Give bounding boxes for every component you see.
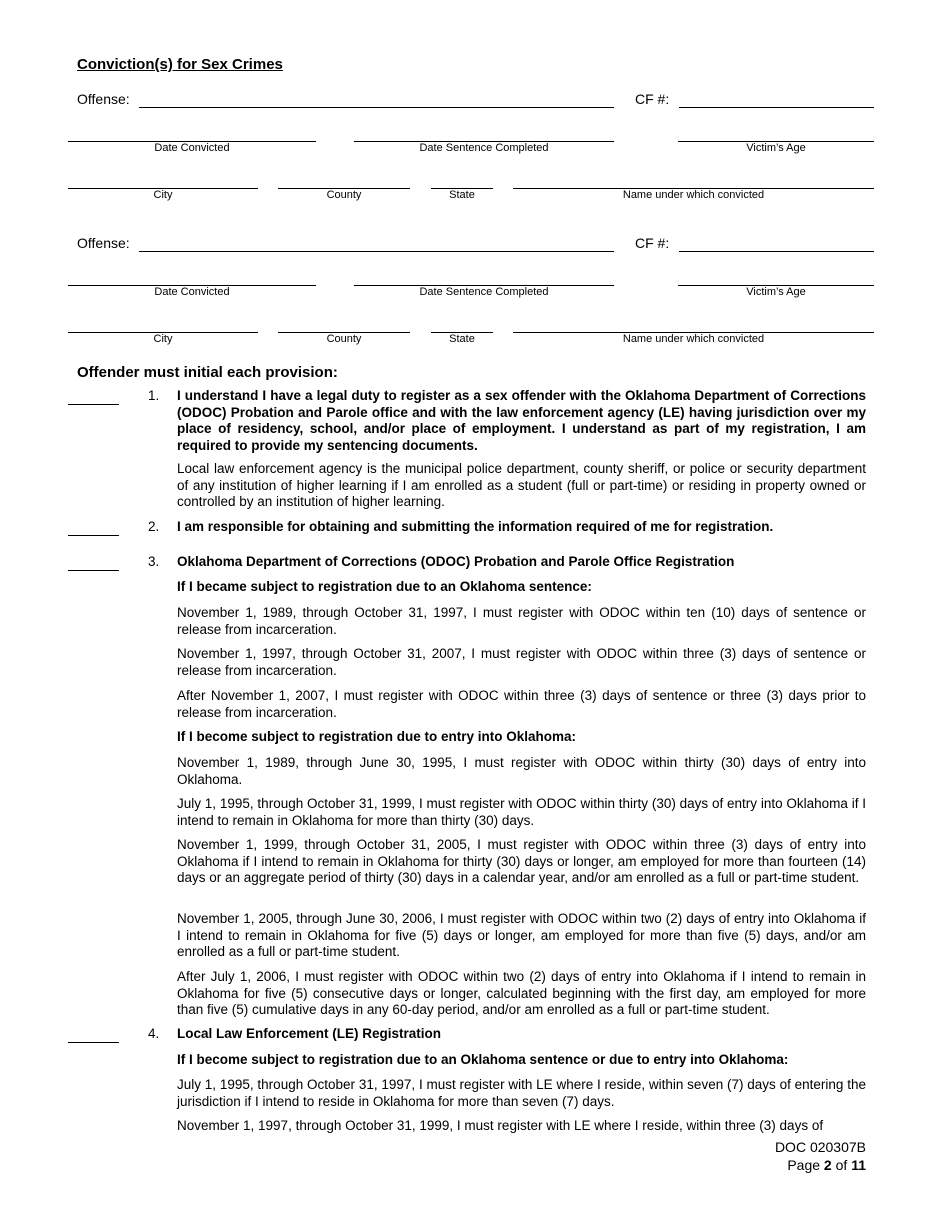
offense-field[interactable] [139,107,614,108]
page-total: 11 [851,1157,866,1173]
county-caption: County [326,333,362,345]
initial-field-1[interactable] [68,404,119,405]
cf-number-field[interactable] [679,107,874,108]
provision-3-paragraph: After November 1, 2007, I must register with ODOC within three (3) days of sentence or three (3) days prior to release from incarceration. [177,688,866,720]
initial-field-4[interactable] [68,1042,119,1043]
provision-4-title: Local Law Enforcement (LE) Registration [177,1026,442,1041]
provision-3-heading-entry: If I become subject to registration due to entry into Oklahoma: [177,729,577,744]
date-sentence-completed-caption: Date Sentence Completed [419,142,549,154]
page-current: 2 [823,1157,832,1173]
provision-1-subtext: Local law enforcement agency is the municipal police department, county sheriff, or police or security department of any institution of higher learning if I am enrolled as a student (full or part-time) or residing in property owned or controlled by an institution of higher learning. [177,461,866,509]
city-caption: City [153,189,173,201]
provision-3-paragraph: November 1, 1989, through October 31, 1997, I must register with ODOC within ten (10) days of sentence or release from incarceration. [177,605,866,637]
cf-number-field[interactable] [679,251,874,252]
provision-3-paragraph: November 1, 1989, through June 30, 1995, I must register with ODOC within thirty (30) days of entry into Oklahoma. [177,755,866,787]
victims-age-caption: Victim’s Age [746,286,806,298]
section-title: Conviction(s) for Sex Crimes [77,56,283,73]
provision-1-text: I understand I have a legal duty to register as a sex offender with the Oklahoma Department of Corrections (ODOC) Probation and Parole office and with the law enforcement agency (LE) having jurisdiction over my place of residency, school, and/or place of employment. I understand as part of my registration, I am required to provide my sentencing documents. [177,388,866,453]
page-of: of [835,1157,848,1173]
name-convicted-caption: Name under which convicted [622,333,765,345]
provision-number-3: 3. [148,554,160,569]
date-sentence-completed-caption: Date Sentence Completed [419,286,549,298]
provision-3-paragraph: July 1, 1995, through October 31, 1999, I must register with ODOC within thirty (30) days of entry into Oklahoma if I intend to remain in Oklahoma for more than thirty (30) days. [177,796,866,828]
provision-number-4: 4. [148,1026,160,1041]
offense-field[interactable] [139,251,614,252]
name-convicted-caption: Name under which convicted [622,189,765,201]
initial-field-2[interactable] [68,535,119,536]
doc-number: DOC 020307B [774,1139,866,1155]
provision-4-paragraph: November 1, 1997, through October 31, 1999, I must register with LE where I reside, within three (3) days of [177,1118,824,1133]
provision-3-paragraph: November 1, 2005, through June 30, 2006, I must register with ODOC within two (2) days of entry into Oklahoma if I intend to remain in Oklahoma for five (5) days or longer, am employed for more than five (5) days, and/or am enrolled as a full or part-time student. [177,911,866,959]
provision-3-paragraph: After July 1, 2006, I must register with ODOC within two (2) days of entry into Oklahoma if I intend to remain in Oklahoma for five (5) consecutive days or longer, calculated beginning with the first day, am employed for more than five (5) cumulative days in any 60-day period, and/or am enrolled as a full or part-time student. [177,969,866,1017]
offense-label: Offense: [77,235,130,251]
provision-3-title: Oklahoma Department of Corrections (ODOC) Probation and Parole Office Registration [177,554,735,569]
county-caption: County [326,189,362,201]
city-caption: City [153,333,173,345]
initial-field-3[interactable] [68,570,119,571]
provision-4-paragraph: July 1, 1995, through October 31, 1997, I must register with LE where I reside, within seven (7) days of entering the jurisdiction if I intend to reside in Oklahoma for more than seven (7) days. [177,1077,866,1109]
date-convicted-caption: Date Convicted [154,286,230,298]
offense-label: Offense: [77,91,130,107]
date-convicted-caption: Date Convicted [154,142,230,154]
initial-heading: Offender must initial each provision: [77,364,338,381]
provision-3-paragraph: November 1, 1997, through October 31, 2007, I must register with ODOC within three (3) days of sentence or release from incarceration. [177,646,866,678]
page-indicator [787,1157,866,1173]
provision-2-text: I am responsible for obtaining and submitting the information required of me for registration. [177,519,774,534]
cf-number-label: CF #: [635,235,670,251]
provision-3-heading-sentence: If I became subject to registration due to an Oklahoma sentence: [177,579,592,594]
provision-number-2: 2. [148,519,160,534]
provision-4-heading: If I become subject to registration due to an Oklahoma sentence or due to entry into Oklahoma: [177,1052,789,1067]
state-caption: State [449,189,475,201]
provision-number-1: 1. [148,388,160,403]
state-caption: State [449,333,475,345]
provision-3-paragraph: November 1, 1999, through October 31, 2005, I must register with ODOC within three (3) days of entry into Oklahoma if I intend to remain in Oklahoma for thirty (30) days or longer, am employed for more than fourteen (14) days or an aggregate period of thirty (30) days in a calendar year, and/or am enrolled as a full or part-time student. [177,837,866,885]
page-word: Page [787,1157,821,1173]
cf-number-label: CF #: [635,91,670,107]
victims-age-caption: Victim’s Age [746,142,806,154]
